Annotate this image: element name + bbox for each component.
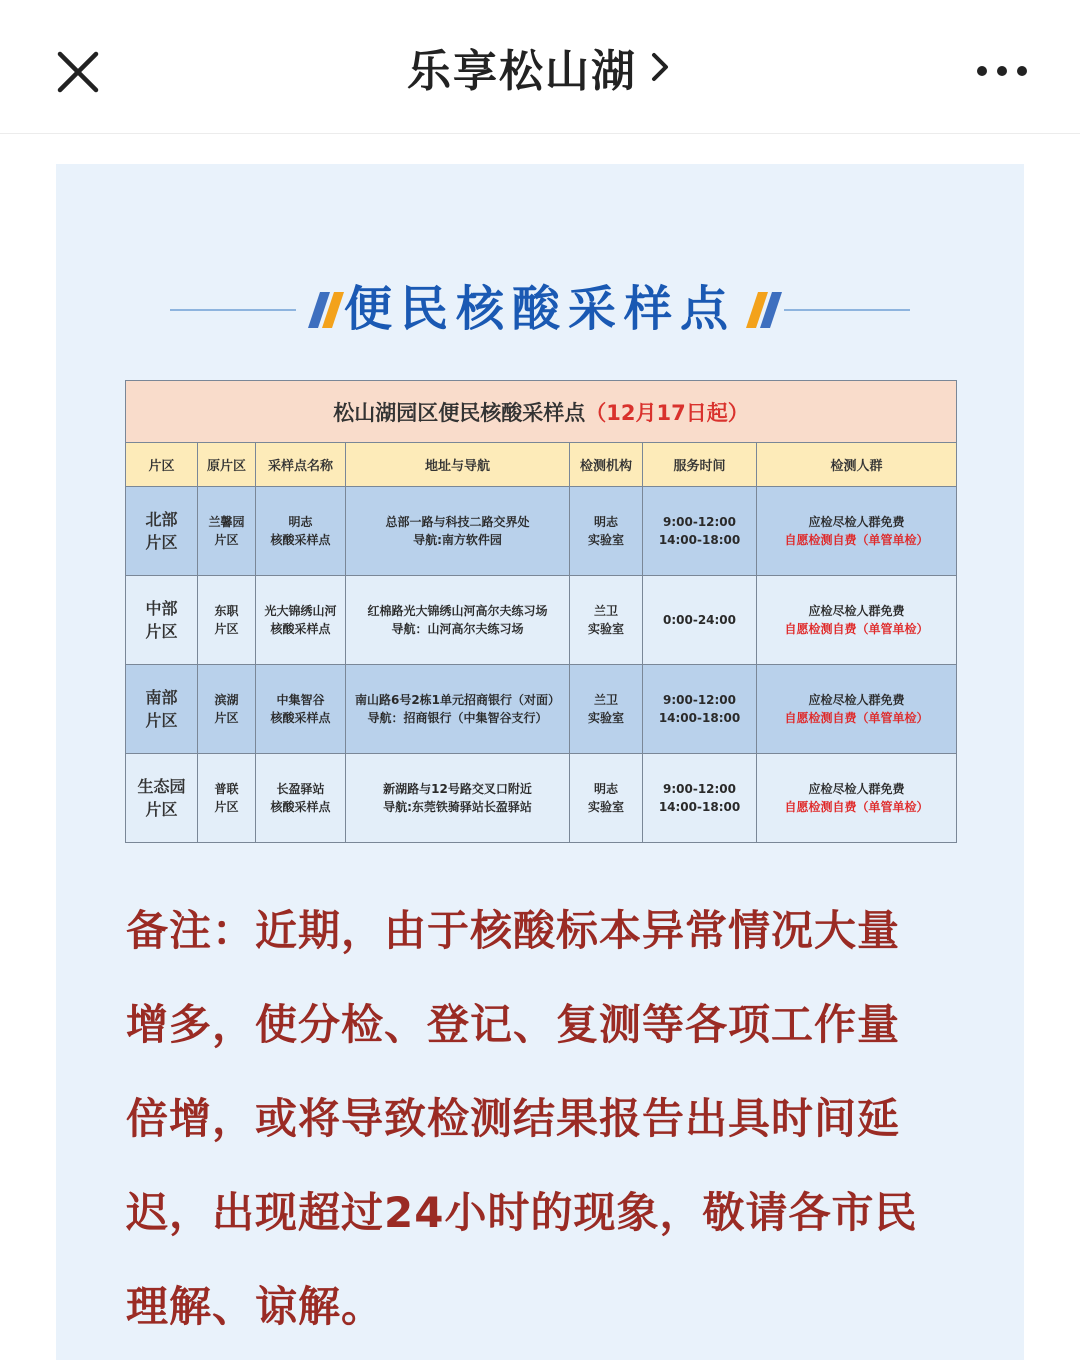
cell-service-time: 9:00-12:00 14:00-18:00 (643, 487, 757, 576)
close-button[interactable] (52, 46, 104, 98)
cell-original-zone: 滨湖 片区 (198, 665, 256, 754)
cell-zone: 北部 片区 (126, 487, 198, 576)
cell-service-time: 0:00-24:00 (643, 576, 757, 665)
chevron-right-icon (649, 47, 673, 87)
table-header-row (126, 443, 957, 487)
more-button[interactable] (972, 56, 1032, 86)
cell-zone: 南部 片区 (126, 665, 198, 754)
cell-zone: 生态园 片区 (126, 754, 198, 843)
remark-line: 理解、谅解。 (126, 1282, 385, 1331)
table-row (126, 487, 957, 576)
table-row (126, 754, 957, 843)
cell-original-zone: 东职 片区 (198, 576, 256, 665)
nav-bar (0, 0, 1080, 134)
caption-title: 松山湖园区便民核酸采样点 (333, 400, 586, 425)
header-site-name: 采样点名称 (256, 443, 346, 487)
remark-text (126, 884, 956, 1354)
cell-address: 南山路6号2栋1单元招商银行（对面） 导航：招商银行（中集智谷支行） (346, 665, 570, 754)
cell-address: 红棉路光大锦绣山河高尔夫练习场 导航：山河高尔夫练习场 (346, 576, 570, 665)
cell-target-group: 应检尽检人群免费 自愿检测自费（单管单检） (757, 665, 957, 754)
account-title-button[interactable] (407, 35, 673, 99)
cell-institution: 兰卫 实验室 (570, 576, 643, 665)
cell-zone: 中部 片区 (126, 576, 198, 665)
cell-target-group: 应检尽检人群免费 自愿检测自费（单管单检） (757, 487, 957, 576)
article-image (56, 164, 1024, 1360)
cell-original-zone: 兰馨园 片区 (198, 487, 256, 576)
remark-line: 增多，使分检、登记、复测等各项工作量 (126, 1000, 901, 1049)
close-icon (52, 46, 104, 98)
hero-heading (56, 274, 1024, 344)
header-service-time: 服务时间 (643, 443, 757, 487)
cell-address: 总部一路与科技二路交界处 导航:南方软件园 (346, 487, 570, 576)
cell-target-group: 应检尽检人群免费 自愿检测自费（单管单检） (757, 754, 957, 843)
remark-line: 倍增，或将导致检测结果报告出具时间延 (126, 1094, 901, 1143)
cell-service-time: 9:00-12:00 14:00-18:00 (643, 754, 757, 843)
more-icon (972, 56, 1032, 86)
sampling-sites-table (125, 380, 957, 843)
remark-line: 迟，出现超过24小时的现象，敬请各市民 (126, 1188, 918, 1237)
cell-service-time: 9:00-12:00 14:00-18:00 (643, 665, 757, 754)
cell-original-zone: 普联 片区 (198, 754, 256, 843)
cell-site-name: 长盈驿站 核酸采样点 (256, 754, 346, 843)
header-original-zone: 原片区 (198, 443, 256, 487)
cell-target-group: 应检尽检人群免费 自愿检测自费（单管单检） (757, 576, 957, 665)
header-address: 地址与导航 (346, 443, 570, 487)
cell-site-name: 明志 核酸采样点 (256, 487, 346, 576)
header-target-group: 检测人群 (757, 443, 957, 487)
caption-date: （12月17日起） (585, 400, 749, 425)
table-caption (126, 381, 957, 443)
cell-institution: 明志 实验室 (570, 487, 643, 576)
page-title: 乐享松山湖 (407, 46, 637, 97)
cell-institution: 兰卫 实验室 (570, 665, 643, 754)
hero-title: 便民核酸采样点 (343, 281, 736, 337)
cell-institution: 明志 实验室 (570, 754, 643, 843)
table-row (126, 665, 957, 754)
remark-line: 备注：近期，由于核酸标本异常情况大量 (126, 906, 901, 955)
cell-address: 新湖路与12号路交叉口附近 导航:东莞铁骑驿站长盈驿站 (346, 754, 570, 843)
header-institution: 检测机构 (570, 443, 643, 487)
cell-site-name: 中集智谷 核酸采样点 (256, 665, 346, 754)
table-row (126, 576, 957, 665)
cell-site-name: 光大锦绣山河 核酸采样点 (256, 576, 346, 665)
header-zone: 片区 (126, 443, 198, 487)
